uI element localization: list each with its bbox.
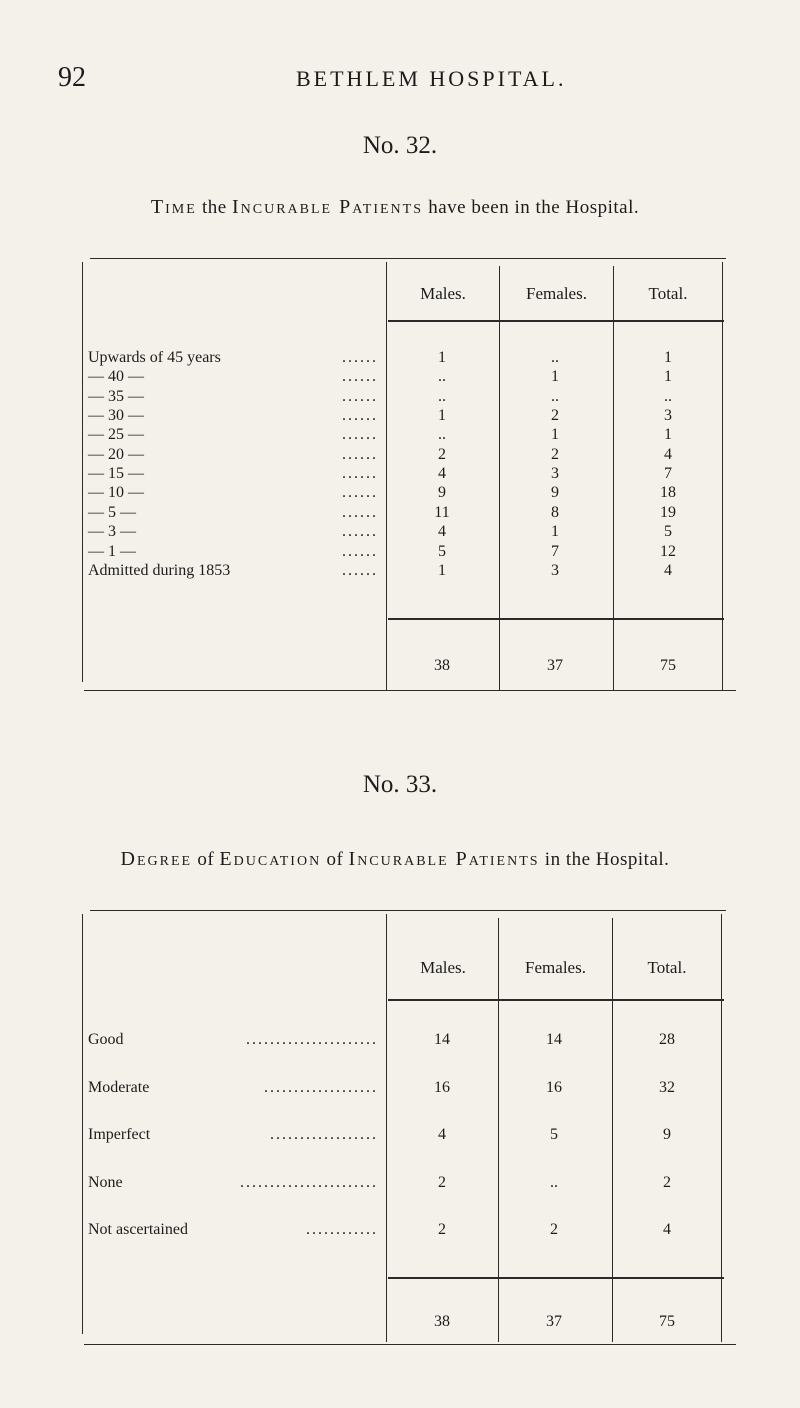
row-label: — 1 — [88,542,136,560]
table-rule [90,258,726,259]
dot-leaders: ................... [264,1078,378,1096]
cell-total: 18 [660,484,676,502]
dot-leaders: ...... [342,387,378,405]
row-label: None [88,1173,123,1191]
table-rule [84,1344,736,1345]
cell-total: .. [664,387,672,405]
column-header-total: Total. [648,284,688,303]
column-header-females: Females. [525,958,586,977]
cell-females: 5 [550,1126,558,1143]
table-rule [90,910,726,911]
table-33-caption [0,848,790,871]
cell-total: 1 [664,426,672,444]
cell-males: 1 [438,561,446,579]
cell-females: 3 [551,561,559,579]
running-title: BETHLEM HOSPITAL. [296,66,567,91]
cell-total: 9 [663,1126,671,1143]
column-header-males: Males. [420,958,466,977]
row-label: — 40 — [88,368,144,386]
row-label: — 15 — [88,465,144,483]
caption-word: of [321,849,349,870]
cell-total: 4 [663,1221,671,1238]
row-label: Upwards of 45 years [88,349,221,366]
row-label: Not ascertained [88,1221,188,1238]
cell-females: 1 [551,426,559,444]
table-rule [82,914,83,1334]
row-label: — 30 — [88,407,144,425]
cell-males: .. [438,368,446,386]
row-label: Moderate [88,1078,150,1096]
total-females: 37 [546,1313,562,1330]
cell-males: .. [438,426,446,444]
cell-females: 2 [550,1221,558,1238]
table-32-caption [0,196,790,219]
dot-leaders: ...... [342,523,378,541]
dot-leaders: ...... [342,465,378,483]
column-header-females: Females. [526,284,587,303]
total-males: 38 [434,657,450,674]
cell-total: 5 [664,523,672,541]
caption-word: Incurable Patients [231,196,423,218]
row-label: — 5 — [88,503,136,521]
cell-females: .. [550,1173,558,1191]
cell-females: 2 [551,445,559,463]
cell-males: 4 [438,1126,446,1143]
dot-leaders: ...... [342,561,378,579]
table-rule [82,262,83,682]
caption-word: of [192,849,220,870]
caption-word: the [196,197,232,218]
total-rule [388,618,724,620]
cell-males: 2 [438,1221,446,1238]
header-rule [388,999,724,1001]
cell-females: 1 [551,368,559,386]
total-males: 38 [434,1313,450,1330]
cell-males: 4 [438,465,446,483]
cell-males: 5 [438,542,446,560]
dot-leaders: ...... [342,349,378,366]
row-label: Admitted during 1853 [88,561,231,579]
row-label: — 10 — [88,484,144,502]
cell-total: 2 [663,1173,671,1191]
cell-females: 14 [546,1031,562,1048]
cell-females: .. [551,387,559,405]
total-all: 75 [660,657,676,674]
caption-word: Education [219,848,322,870]
cell-males: 9 [438,484,446,502]
cell-females: .. [551,349,559,366]
table-33-number: No. 33. [362,771,438,798]
cell-males: 4 [438,523,446,541]
cell-males: 11 [434,503,450,521]
caption-word: Incurable Patients [348,848,540,870]
dot-leaders: ...... [342,368,378,386]
cell-males: 1 [438,349,446,366]
cell-total: 19 [660,503,676,521]
total-females: 37 [547,657,563,674]
cell-females: 7 [551,542,559,560]
cell-total: 7 [664,465,672,483]
cell-total: 12 [660,542,676,560]
caption-word: Degree [120,848,193,870]
cell-total: 4 [664,445,672,463]
cell-females: 8 [551,503,559,521]
cell-males: 2 [438,1173,446,1191]
cell-total: 1 [664,368,672,386]
row-label: — 20 — [88,445,144,463]
column-header-total: Total. [647,958,687,977]
cell-total: 32 [659,1078,675,1096]
dot-leaders: ............ [306,1221,378,1238]
dot-leaders: ...... [342,445,378,463]
cell-males: 16 [434,1078,450,1096]
row-label: — 25 — [88,426,144,444]
cell-females: 3 [551,465,559,483]
column-header-males: Males. [420,284,466,303]
caption-word: have been in the Hospital. [423,197,640,218]
dot-leaders: ...... [342,484,378,502]
header-rule [388,320,724,322]
cell-total: 1 [664,349,672,366]
cell-total: 28 [659,1031,675,1048]
cell-females: 1 [551,523,559,541]
caption-word: Time [150,196,197,218]
row-label: Imperfect [88,1126,151,1143]
cell-males: 1 [438,407,446,425]
table-32-number: No. 32. [362,132,438,159]
dot-leaders: ....................... [240,1173,378,1191]
dot-leaders: ...... [342,542,378,560]
total-all: 75 [659,1313,675,1330]
cell-total: 3 [664,407,672,425]
table-rule [84,690,736,691]
dot-leaders: ...... [342,503,378,521]
row-label: — 3 — [88,523,136,541]
row-label: Good [88,1031,124,1048]
dot-leaders: ...... [342,426,378,444]
cell-females: 9 [551,484,559,502]
cell-males: 2 [438,445,446,463]
dot-leaders: ...... [342,407,378,425]
total-rule [388,1277,724,1279]
caption-word: in the Hospital. [539,849,670,870]
cell-females: 16 [546,1078,562,1096]
row-label: — 35 — [88,387,144,405]
page-number: 92 [58,62,86,93]
dot-leaders: ...................... [246,1031,378,1048]
cell-females: 2 [551,407,559,425]
cell-males: .. [438,387,446,405]
cell-total: 4 [664,561,672,579]
cell-males: 14 [434,1031,450,1048]
dot-leaders: .................. [270,1126,378,1143]
